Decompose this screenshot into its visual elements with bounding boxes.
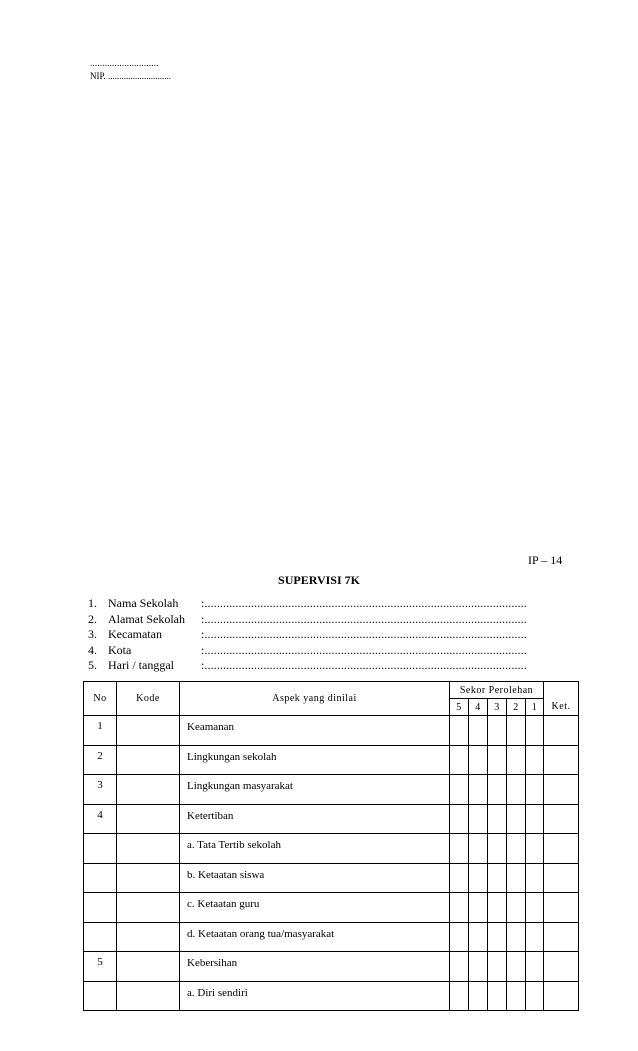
page-title: SUPERVISI 7K [278,573,360,587]
score-cell-5[interactable] [450,952,469,982]
score-cell-3[interactable] [488,775,507,805]
score-cell-3[interactable] [488,745,507,775]
header-aspek: Aspek yang dinilai [180,682,450,716]
row-number: 5 [84,952,117,982]
score-cell-1[interactable] [526,775,544,805]
info-fill-line[interactable]: :........................................................................................................ [201,658,527,672]
score-cell-1[interactable] [526,922,544,952]
score-cell-4[interactable] [469,863,488,893]
score-cell-5[interactable] [450,981,469,1011]
score-cell-3[interactable] [488,893,507,923]
aspect-cell: b. Ketaatan siswa [180,863,450,893]
header-score-3: 3 [488,699,507,716]
aspect-cell: Keamanan [180,716,450,746]
score-cell-4[interactable] [469,834,488,864]
score-cell-1[interactable] [526,952,544,982]
aspect-cell: Ketertiban [180,804,450,834]
info-row-kota [88,643,538,659]
ket-cell[interactable] [544,745,579,775]
info-label: Kecamatan [108,627,162,641]
score-cell-4[interactable] [469,745,488,775]
info-label: Nama Sekolah [108,596,179,610]
table-row [84,716,579,746]
form-code: IP – 14 [528,553,563,567]
info-label: Kota [108,642,132,657]
kode-cell[interactable] [117,716,180,746]
score-cell-1[interactable] [526,893,544,923]
ket-cell[interactable] [544,863,579,893]
score-cell-2[interactable] [507,745,526,775]
score-cell-3[interactable] [488,716,507,746]
kode-cell[interactable] [117,863,180,893]
row-number: 4 [84,804,117,834]
row-number [84,981,117,1011]
score-cell-1[interactable] [526,834,544,864]
score-cell-5[interactable] [450,922,469,952]
info-number: 4. [88,642,97,657]
ket-cell[interactable] [544,834,579,864]
score-cell-2[interactable] [507,775,526,805]
score-cell-3[interactable] [488,952,507,982]
aspect-cell: c. Ketaatan guru [180,893,450,923]
table-row [84,863,579,893]
score-cell-3[interactable] [488,834,507,864]
score-cell-1[interactable] [526,981,544,1011]
info-number: 3. [88,627,97,641]
score-cell-5[interactable] [450,775,469,805]
score-cell-5[interactable] [450,716,469,746]
table-row [84,775,579,805]
header-ket: Ket. [544,682,579,716]
info-label: Alamat Sekolah [108,611,185,626]
score-cell-3[interactable] [488,981,507,1011]
header-no: No [84,682,117,716]
signature-dots: ............................ [90,58,159,68]
score-cell-2[interactable] [507,863,526,893]
kode-cell[interactable] [117,745,180,775]
ket-cell[interactable] [544,893,579,923]
score-cell-2[interactable] [507,922,526,952]
score-cell-4[interactable] [469,893,488,923]
score-cell-1[interactable] [526,745,544,775]
score-cell-5[interactable] [450,893,469,923]
row-number: 1 [84,716,117,746]
score-cell-2[interactable] [507,834,526,864]
aspect-cell: d. Ketaatan orang tua/masyarakat [180,922,450,952]
score-cell-4[interactable] [469,981,488,1011]
score-cell-5[interactable] [450,804,469,834]
table-row [84,745,579,775]
header-score-2: 2 [507,699,526,716]
info-fields [88,596,538,674]
score-cell-2[interactable] [507,716,526,746]
info-row-kecamatan [88,627,538,643]
info-row-alamat-sekolah [88,612,538,628]
kode-cell[interactable] [117,952,180,982]
row-number: 2 [84,745,117,775]
aspect-cell: Lingkungan sekolah [180,745,450,775]
score-cell-4[interactable] [469,775,488,805]
header-kode: Kode [117,682,180,716]
header-score-1: 1 [526,699,544,716]
ket-cell[interactable] [544,952,579,982]
score-cell-5[interactable] [450,745,469,775]
table-row [84,922,579,952]
score-cell-3[interactable] [488,922,507,952]
ket-cell[interactable] [544,716,579,746]
kode-cell[interactable] [117,893,180,923]
kode-cell[interactable] [117,834,180,864]
score-cell-2[interactable] [507,952,526,982]
score-cell-4[interactable] [469,952,488,982]
table-row [84,834,579,864]
info-row-nama-sekolah [88,596,538,612]
score-cell-4[interactable] [469,804,488,834]
info-fill-line[interactable]: :........................................................................................................ [201,611,527,626]
info-fill-line[interactable]: :........................................................................................................ [201,642,527,657]
score-cell-3[interactable] [488,863,507,893]
row-number [84,863,117,893]
aspect-cell: a. Tata Tertib sekolah [180,834,450,864]
ket-cell[interactable] [544,981,579,1011]
kode-cell[interactable] [117,981,180,1011]
table-row [84,952,579,982]
info-label: Hari / tanggal [108,658,174,672]
score-cell-3[interactable] [488,804,507,834]
info-number: 5. [88,658,97,672]
ket-cell[interactable] [544,775,579,805]
ket-cell[interactable] [544,804,579,834]
score-cell-1[interactable] [526,863,544,893]
header-score-5: 5 [450,699,469,716]
info-row-hari-tanggal [88,658,538,674]
row-number [84,922,117,952]
score-cell-2[interactable] [507,893,526,923]
table-row [84,804,579,834]
assessment-table [83,681,579,1011]
row-number [84,834,117,864]
kode-cell[interactable] [117,804,180,834]
table-row [84,893,579,923]
table-row [84,981,579,1011]
score-cell-2[interactable] [507,981,526,1011]
score-cell-4[interactable] [469,922,488,952]
score-cell-1[interactable] [526,804,544,834]
ket-cell[interactable] [544,922,579,952]
signature-nip: NIP. ............................ [90,71,172,81]
header-sekor-perolehan: Sekor Perolehan [450,682,544,699]
score-cell-2[interactable] [507,804,526,834]
info-number: 2. [88,611,97,626]
score-cell-1[interactable] [526,716,544,746]
kode-cell[interactable] [117,922,180,952]
row-number: 3 [84,775,117,805]
info-number: 1. [88,596,97,610]
score-cell-4[interactable] [469,716,488,746]
aspect-cell: Kebersihan [180,952,450,982]
info-fill-line[interactable]: :........................................................................................................ [201,627,527,641]
score-cell-5[interactable] [450,863,469,893]
info-fill-line[interactable]: :........................................................................................................ [201,596,527,610]
score-cell-5[interactable] [450,834,469,864]
aspect-cell: Lingkungan masyarakat [180,775,450,805]
header-score-4: 4 [469,699,488,716]
row-number [84,893,117,923]
kode-cell[interactable] [117,775,180,805]
aspect-cell: a. Diri sendiri [180,981,450,1011]
